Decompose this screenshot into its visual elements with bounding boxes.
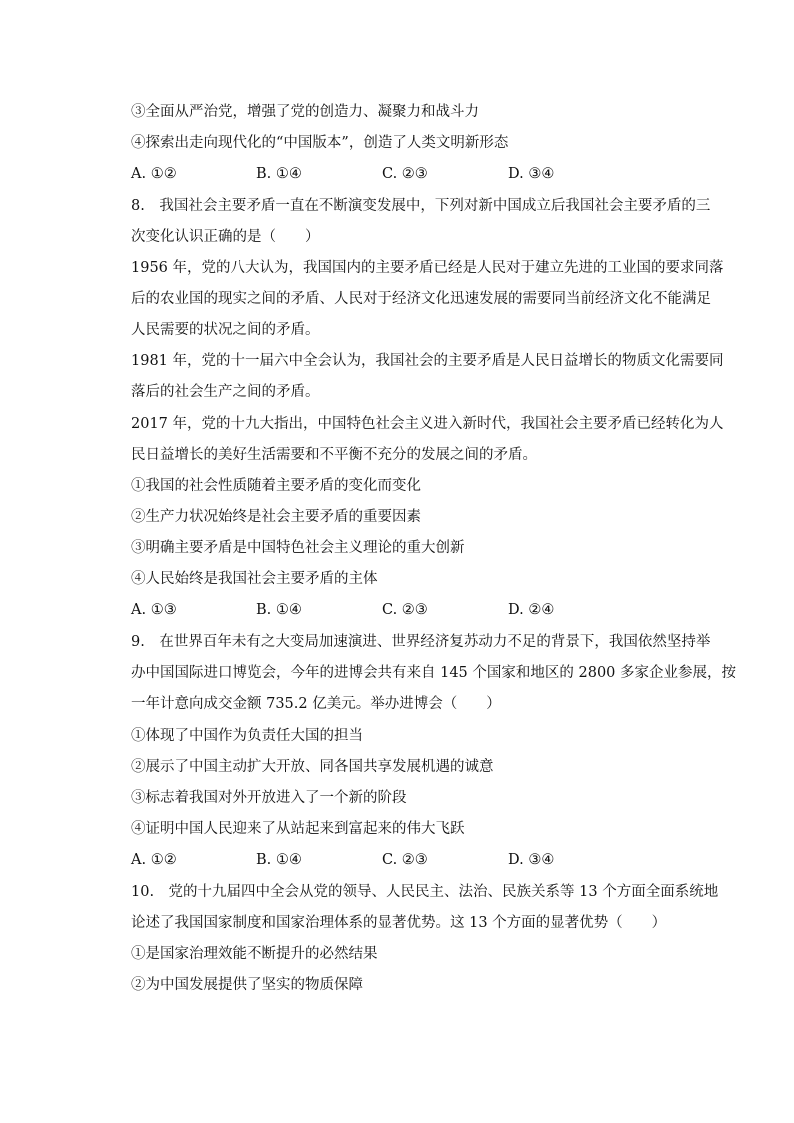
question-10-stem-2: 论述了我国国家制度和国家治理体系的显著优势。这 13 个方面的显著优势（ ） <box>131 915 667 931</box>
answer-choices-q9 <box>131 850 691 870</box>
option-line-q8-4: ④人民始终是我国社会主要矛盾的主体 <box>131 571 378 587</box>
option-line-q8-2: ②生产力状况始终是社会主要矛盾的重要因素 <box>131 509 421 525</box>
choice-a: A. ①③ <box>131 602 177 618</box>
option-line-q10-2: ②为中国发展提供了坚实的物质保障 <box>131 977 363 993</box>
choice-c: C. ②③ <box>382 852 428 868</box>
option-line-q9-1: ①体现了中国作为负责任大国的担当 <box>131 728 363 744</box>
choice-b: B. ①④ <box>256 166 302 182</box>
question-8-text-1: 1956 年，党的八大认为，我国国内的主要矛盾已经是人民对于建立先进的工业国的要求同落 <box>131 260 724 276</box>
choice-d: D. ③④ <box>508 852 555 868</box>
question-9-stem-2: 办中国国际进口博览会，今年的进博会共有来自 145 个国家和地区的 2800 多家企业参展，按 <box>131 665 737 681</box>
option-line-q9-4: ④证明中国人民迎来了从站起来到富起来的伟大飞跃 <box>131 821 465 837</box>
choice-c: C. ②③ <box>382 166 428 182</box>
option-line-q9-3: ③标志着我国对外开放进入了一个新的阶段 <box>131 790 407 806</box>
question-8-text-3: 人民需要的状况之间的矛盾。 <box>131 322 320 338</box>
question-8-stem-1: 8. 我国社会主要矛盾一直在不断演变发展中，下列对新中国成立后我国社会主要矛盾的三 <box>131 198 711 214</box>
question-10-stem-1: 10. 党的十九届四中全会从党的领导、人民民主、法治、民族关系等 13 个方面全面系统地 <box>131 884 719 900</box>
choice-a: A. ①② <box>131 852 177 868</box>
question-8-text-2: 后的农业国的现实之间的矛盾、人民对于经济文化迅速发展的需要同当前经济文化不能满足 <box>131 291 711 307</box>
choice-d: D. ③④ <box>508 166 555 182</box>
answer-choices-q8 <box>131 600 691 620</box>
question-8-text-4: 1981 年，党的十一届六中全会认为，我国社会的主要矛盾是人民日益增长的物质文化需要同 <box>131 353 724 369</box>
option-line-q10-1: ①是国家治理效能不断提升的必然结果 <box>131 946 378 962</box>
choice-d: D. ②④ <box>508 602 555 618</box>
question-9-stem-3: 一年计意向成交金额 735.2 亿美元。举办进博会（ ） <box>131 696 501 712</box>
question-8-text-5: 落后的社会生产之间的矛盾。 <box>131 384 320 400</box>
answer-choices-q7 <box>131 164 691 184</box>
option-line-q9-2: ②展示了中国主动扩大开放、同各国共享发展机遇的诚意 <box>131 759 494 775</box>
question-8-text-6: 2017 年，党的十九大指出，中国特色社会主义进入新时代，我国社会主要矛盾已经转化为人 <box>131 416 724 432</box>
option-line-q7-3: ③全面从严治党，增强了党的创造力、凝聚力和战斗力 <box>131 104 479 120</box>
question-8-text-7: 民日益增长的美好生活需要和不平衡不充分的发展之间的矛盾。 <box>131 447 537 463</box>
question-8-stem-2: 次变化认识正确的是（ ） <box>131 229 320 245</box>
option-line-q7-4: ④探索出走向现代化的“中国版本”，创造了人类文明新形态 <box>131 135 509 151</box>
choice-b: B. ①④ <box>256 852 302 868</box>
option-line-q8-1: ①我国的社会性质随着主要矛盾的变化而变化 <box>131 478 421 494</box>
option-line-q8-3: ③明确主要矛盾是中国特色社会主义理论的重大创新 <box>131 540 465 556</box>
choice-a: A. ①② <box>131 166 177 182</box>
choice-c: C. ②③ <box>382 602 428 618</box>
choice-b: B. ①④ <box>256 602 302 618</box>
question-9-stem-1: 9. 在世界百年未有之大变局加速演进、世界经济复苏动力不足的背景下，我国依然坚持举 <box>131 634 711 650</box>
